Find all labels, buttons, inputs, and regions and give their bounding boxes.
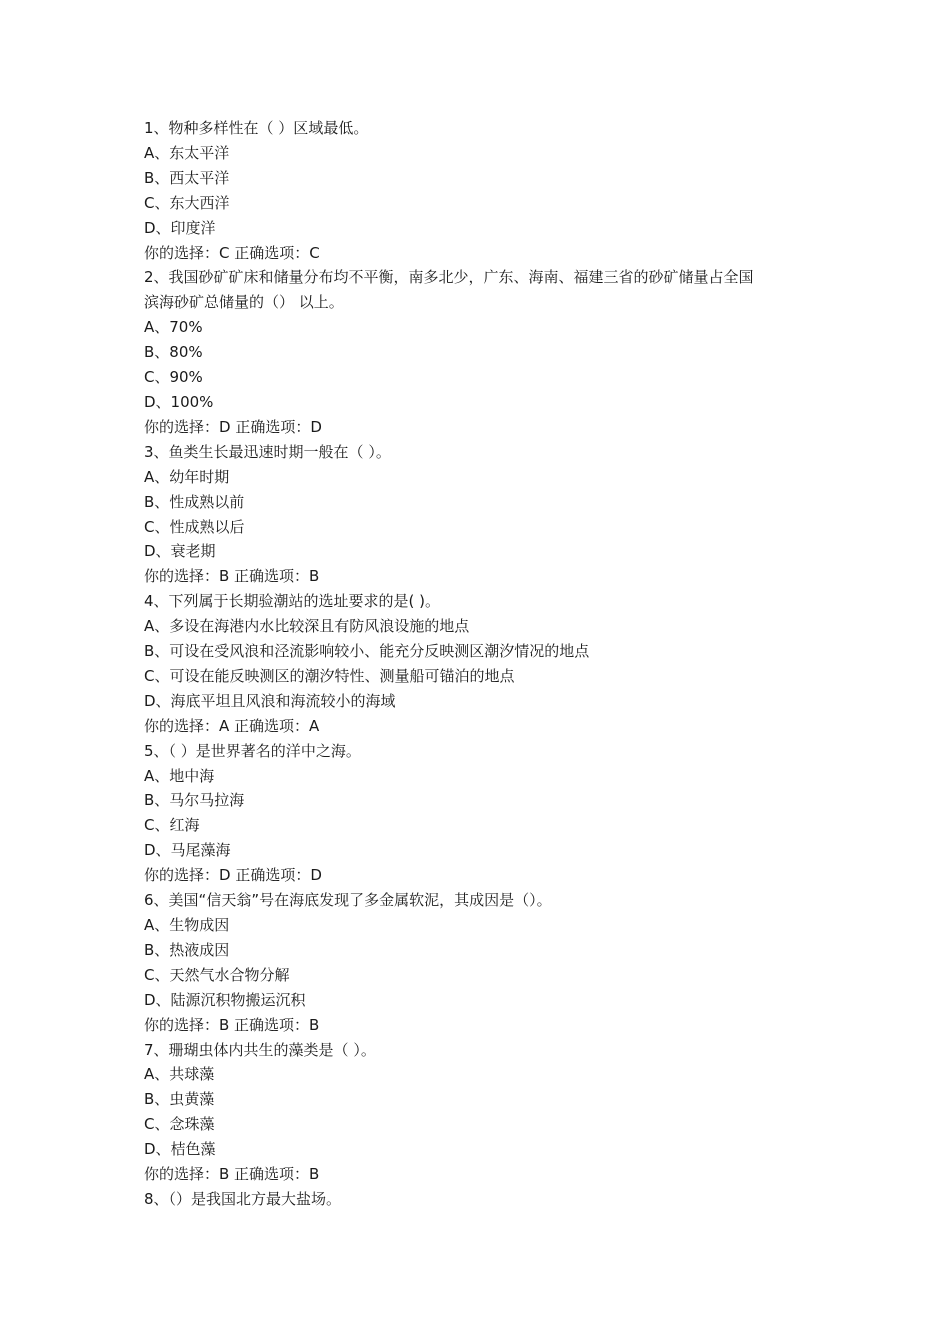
- option-d: D、陆源沉积物搬运沉积: [144, 990, 306, 1009]
- option-d: D、马尾藻海: [144, 841, 231, 860]
- question-text-line-1: 2、我国砂矿矿床和储量分布均不平衡，南多北少，广东、海南、福建三省的砂矿储量占全国: [144, 268, 754, 287]
- answer-line: 你的选择：B 正确选项：B: [144, 1015, 320, 1034]
- question-text: 3、鱼类生长最迅速时期一般在（ ）。: [144, 442, 391, 461]
- question-text: 4、下列属于长期验潮站的选址要求的是( )。: [144, 592, 441, 611]
- option-a: A、生物成因: [144, 916, 230, 934]
- option-a: A、幼年时期: [144, 467, 230, 486]
- option-b: B、虫黄藻: [144, 1090, 215, 1109]
- option-b: B、马尔马拉海: [144, 791, 245, 810]
- question-6: [144, 888, 824, 1037]
- option-b: B、可设在受风浪和泾流影响较小、能充分反映测区潮汐情况的地点: [144, 642, 590, 661]
- option-c: C、念珠藻: [144, 1115, 215, 1134]
- question-5: [144, 739, 824, 888]
- answer-line: 你的选择：A 正确选项：A: [144, 716, 320, 735]
- option-c: C、东大西洋: [144, 193, 230, 212]
- option-a: A、地中海: [144, 766, 215, 785]
- answer-line: 你的选择：C 正确选项：C: [144, 243, 320, 262]
- question-text: 5、（ ）是世界著名的洋中之海。: [144, 741, 361, 760]
- option-b: B、西太平洋: [144, 168, 230, 187]
- question-1: [144, 116, 824, 265]
- option-c: C、天然气水合物分解: [144, 965, 290, 984]
- question-7: [144, 1038, 824, 1187]
- question-text: 7、珊瑚虫体内共生的藻类是（ ）。: [144, 1040, 376, 1059]
- option-a: A、东太平洋: [144, 143, 230, 162]
- option-c: C、红海: [144, 816, 200, 835]
- question-8: [144, 1187, 824, 1212]
- option-d: D、桔色藻: [144, 1140, 216, 1159]
- option-d: D、海底平坦且风浪和海流较小的海域: [144, 691, 396, 710]
- option-b: B、热液成因: [144, 940, 230, 959]
- question-3: [144, 440, 824, 589]
- answer-line: 你的选择：B 正确选项：B: [144, 567, 320, 586]
- question-text-line-2: 滨海砂矿总储量的（） 以上。: [144, 293, 344, 312]
- question-2: [144, 265, 824, 439]
- question-text: 8、（）是我国北方最大盐场。: [144, 1189, 342, 1208]
- option-d: D、印度洋: [144, 218, 216, 237]
- option-c: C、可设在能反映测区的潮汐特性、测量船可锚泊的地点: [144, 666, 515, 685]
- answer-line: 你的选择：D 正确选项：D: [144, 417, 322, 436]
- option-a: A、多设在海港内水比较深且有防风浪设施的地点: [144, 617, 470, 636]
- option-c: C、90%: [144, 368, 203, 387]
- question-4: [144, 589, 824, 738]
- answer-line: 你的选择：D 正确选项：D: [144, 866, 322, 885]
- option-b: B、80%: [144, 343, 203, 362]
- option-d: D、衰老期: [144, 542, 216, 561]
- question-text: [144, 265, 824, 315]
- answer-line: 你的选择：B 正确选项：B: [144, 1165, 320, 1184]
- question-text: 1、物种多样性在（ ）区域最低。: [144, 119, 369, 137]
- question-text: 6、美国“信天翁”号在海底发现了多金属软泥，其成因是（）。: [144, 891, 552, 910]
- option-a: A、共球藻: [144, 1065, 215, 1084]
- option-a: A、70%: [144, 318, 203, 337]
- option-c: C、性成熟以后: [144, 517, 245, 536]
- option-d: D、100%: [144, 392, 214, 411]
- question-list: [144, 116, 824, 1212]
- option-b: B、性成熟以前: [144, 492, 245, 511]
